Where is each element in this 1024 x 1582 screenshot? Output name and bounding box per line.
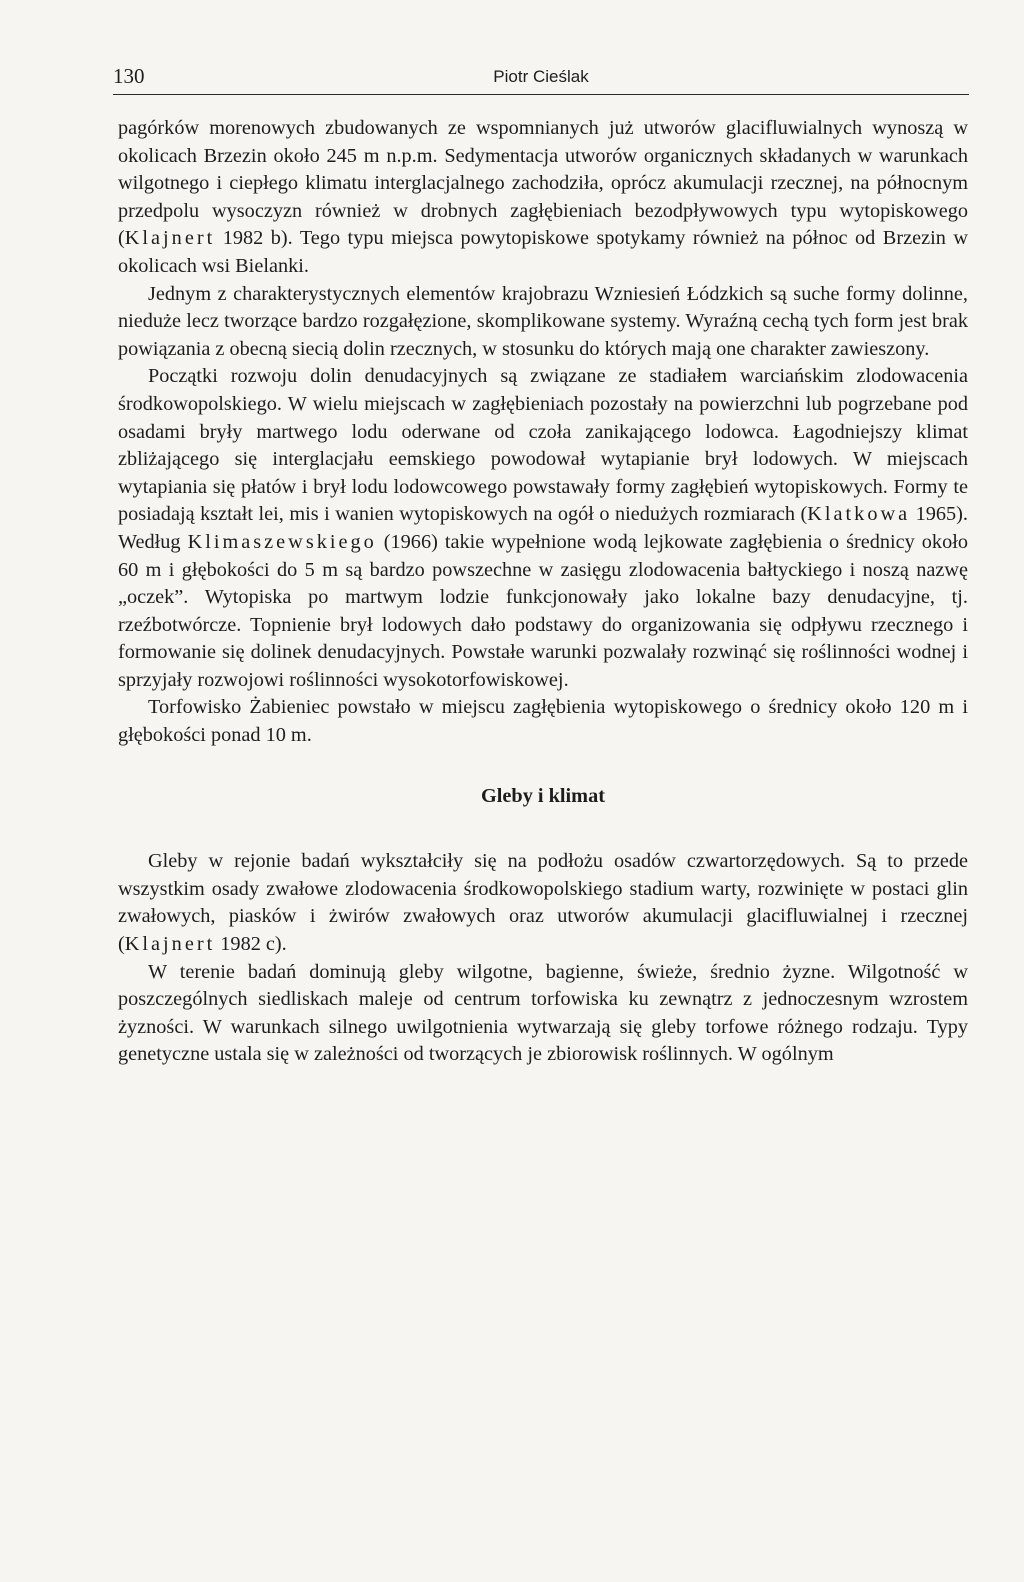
- paragraphs-after-section: [118, 848, 968, 1069]
- paragraph-text: 1965). Według: [118, 503, 968, 553]
- body-paragraph: [118, 694, 968, 749]
- paragraph-text: 1982 c).: [215, 933, 287, 956]
- cited-author: Klajnert: [124, 227, 216, 250]
- body-text: [118, 115, 968, 1069]
- body-paragraph: [118, 363, 968, 694]
- cited-author: Klatkowa: [807, 503, 911, 526]
- body-paragraph: [118, 959, 968, 1069]
- body-paragraph: [118, 115, 968, 281]
- paragraph-text: 1982 b). Tego typu miejsca powytopiskowe spotykamy również na północ od Brzezin w okolicach wsi Bielanki.: [118, 227, 968, 277]
- paragraph-text: pagórków morenowych zbudowanych ze wspomnianych już utworów glacifluwialnych wynoszą w okolicach Brzezin około 245 m n.p.m. Sedymentacja utworów organicznych składanych w warunkach wilgotnego i ciepłego klimatu interglacjalnego zachodziła, oprócz akumulacji rzecznej, na północnym przedpolu wysoczyzn również w drobnych zagłębieniach bezodpływowych typu wytopiskowego (: [118, 117, 968, 250]
- cited-author: Klimaszewskiego: [187, 530, 377, 553]
- paragraph-text: Jednym z charakterystycznych elementów krajobrazu Wzniesień Łódzkich są suche formy dolinne, nieduże lecz tworzące bardzo rozgałęzione, skomplikowane systemy. Wyraźną cechą tych form jest brak powiązania z obecną siecią dolin rzecznych, w stosunku do których mają one charakter zawieszony.: [118, 282, 968, 360]
- paragraph-text: (1966) takie wypełnione wodą lejkowate zagłębienia o średnicy około 60 m i głębokości do 5 m są bardzo powszechne w zasięgu zlodowacenia bałtyckiego i noszą nazwę „oczek”. Wytopiska po martwym lodzie funkcjonowały jako lokalne bazy denudacyjne, tj. rzeźbotwórcze. Topnienie brył lodowych dało podstawy do organizowania się odpływu rzecznego i formowanie się dolinek denudacyjnych. Powstałe warunki pozwalały rozwinąć się roślinności wodnej i sprzyjały rozwojowi roślinności wysokotorfowiskowej.: [118, 530, 968, 691]
- running-author: Piotr Cieślak: [493, 67, 589, 86]
- paragraph-text: W terenie badań dominują gleby wilgotne, bagienne, świeże, średnio żyzne. Wilgotność w poszczególnych siedliskach maleje od centrum torfowiska ku zewnątrz z jednoczesnym wzrostem żyzności. W warunkach silnego uwilgotnienia wytwarzają się gleby torfowe różnego rodzaju. Typy genetyczne ustala się w zależności od tworzących je zbiorowisk roślinnych. W ogólnym: [118, 960, 968, 1066]
- body-paragraph: [118, 848, 968, 958]
- page-number: 130: [113, 64, 145, 88]
- body-paragraph: [118, 281, 968, 364]
- running-header: [113, 62, 969, 95]
- paragraph-text: Gleby w rejonie badań wykształciły się na podłożu osadów czwartorzędowych. Są to przede wszystkim osady zwałowe zlodowacenia środkowopolskiego stadium warty, rozwinięte w postaci glin zwałowych, piasków i żwirów zwałowych oraz utworów akumulacji glacifluwialnej i rzecznej (: [118, 850, 968, 956]
- paragraphs-before-section: [118, 115, 968, 750]
- paragraph-text: Torfowisko Żabieniec powstało w miejscu zagłębienia wytopiskowego o średnicy około 120 m i głębokości ponad 10 m.: [118, 696, 968, 747]
- section-title: Gleby i klimat: [481, 784, 605, 807]
- paragraph-text: Początki rozwoju dolin denudacyjnych są związane ze stadiałem warciańskim zlodowacenia środkowopolskiego. W wielu miejscach w zagłębieniach pozostały na powierzchni lub pogrzebane pod osadami bryły martwego lodu oderwane od czoła zanikającego lodowca. Łagodniejszy klimat zbliżającego się interglacjału eemskiego powodował wytapianie brył lodowych. W miejscach wytapiania się płatów i brył lodu lodowcowego powstawały formy zagłębień wytopiskowych. Formy te posiadają kształt lei, mis i wanien wytopiskowych na ogół o niedużych rozmiarach (: [118, 365, 968, 526]
- cited-author: Klajnert: [124, 933, 216, 956]
